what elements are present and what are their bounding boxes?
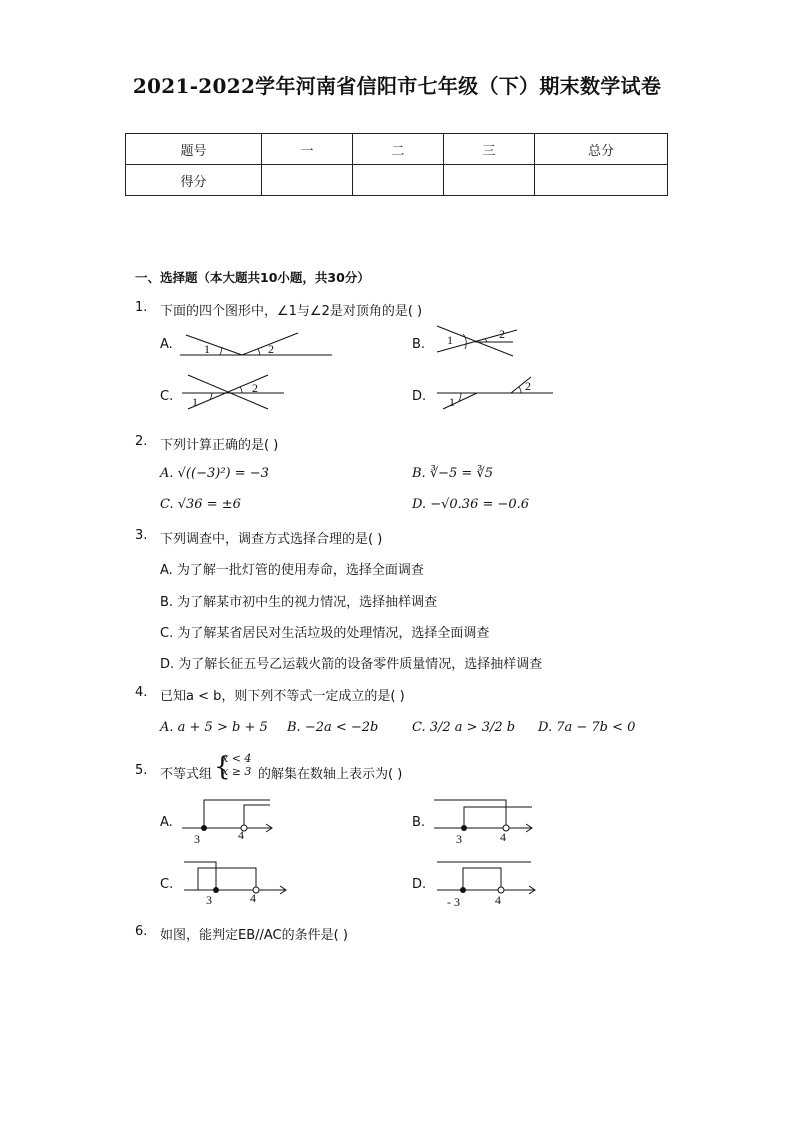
score-table-header-row [126,134,668,165]
option-label-a: A. [160,815,173,830]
option-label-c: C. [160,877,174,892]
option-a: A. a + 5 > b + 5 [160,720,268,735]
question-text: 下面的四个图形中，∠1与∠2是对顶角的是( ) [160,304,423,319]
angle-label-2: 2 [525,379,531,393]
angle-figure-a [180,325,340,360]
angle-figure-b [435,322,525,362]
option-b: B. −2a < −2b [287,720,379,735]
angle-label-1: 1 [192,395,198,409]
option-c: C. 3/2 a > 3/2 b [412,720,516,735]
score-cell[interactable] [535,165,668,196]
tick-label-4: 4 [500,830,506,844]
score-cell[interactable] [262,165,353,196]
score-cell[interactable] [353,165,444,196]
number-line-c [182,858,292,908]
angle-label-2: 2 [252,381,258,395]
score-cell[interactable] [444,165,535,196]
inequality-system [222,752,251,778]
option-label-c: C. [160,389,174,404]
tick-label-3: 3 [194,832,200,846]
question-number: 1. [135,300,148,315]
question-text-before: 不等式组 [160,767,213,782]
option-b: B. 为了解某市初中生的视力情况，选择抽样调查 [160,595,438,610]
tick-label-4: 4 [238,828,244,842]
question-number: 3. [135,528,148,543]
option-c: C. 为了解某省居民对生活垃圾的处理情况，选择全面调查 [160,626,490,641]
system-brace: { [214,752,231,782]
angle-label-1: 1 [449,395,455,409]
option-label-b: B. [412,815,426,830]
page-title: 2021-2022学年河南省信阳市七年级（下）期末数学试卷 [132,74,662,98]
question-text: 已知a < b，则下列不等式一定成立的是( ) [160,689,405,704]
score-header-cell: 二 [353,134,444,165]
score-header-cell: 一 [262,134,353,165]
tick-label-neg-3: - 3 [447,895,460,909]
option-label-d: D. [412,389,427,404]
score-header-cell: 题号 [126,134,262,165]
angle-label-2: 2 [499,327,505,341]
score-table [125,133,668,196]
score-header-cell: 总分 [535,134,668,165]
question-number: 4. [135,685,148,700]
angle-figure-d [435,375,555,411]
score-row-label: 得分 [126,165,262,196]
section-heading: 一、选择题（本大题共10小题，共30分） [135,270,370,285]
angle-label-1: 1 [447,333,453,347]
question-text: 下列计算正确的是( ) [160,438,279,453]
score-table-score-row [126,165,668,196]
question-number: 5. [135,763,148,778]
tick-label-3: 3 [206,893,212,907]
number-line-b [432,795,542,845]
option-d: D. 7a − 7b < 0 [538,720,636,735]
option-d: D. −√0.36 = −0.6 [412,497,530,512]
tick-label-4: 4 [495,893,501,907]
option-b: B. ∛−5 = ∛5 [412,466,493,481]
option-a: A. √((−3)²) = −3 [160,466,269,481]
option-label-b: B. [412,337,426,352]
angle-figure-c [180,373,290,413]
inequality-2: x ≥ 3 [222,765,252,778]
question-text: 下列调查中，调查方式选择合理的是( ) [160,532,383,547]
number-line-d [435,858,545,910]
option-a: A. 为了解一批灯管的使用寿命，选择全面调查 [160,563,424,578]
tick-label-3: 3 [456,832,462,846]
question-text-after: 的解集在数轴上表示为( ) [258,767,403,782]
number-line-a [180,795,280,845]
option-c: C. √36 = ±6 [160,497,241,512]
option-label-d: D. [412,877,427,892]
tick-label-4: 4 [250,891,256,905]
angle-label-2: 2 [268,342,274,356]
angle-label-1: 1 [204,342,210,356]
question-number: 2. [135,434,148,449]
question-text: 如图，能判定EB//AC的条件是( ) [160,928,348,943]
option-label-a: A. [160,337,173,352]
question-number: 6. [135,924,148,939]
score-header-cell: 三 [444,134,535,165]
inequality-1: x < 4 [222,752,252,765]
option-d: D. 为了解长征五号乙运载火箭的设备零件质量情况，选择抽样调查 [160,657,543,672]
